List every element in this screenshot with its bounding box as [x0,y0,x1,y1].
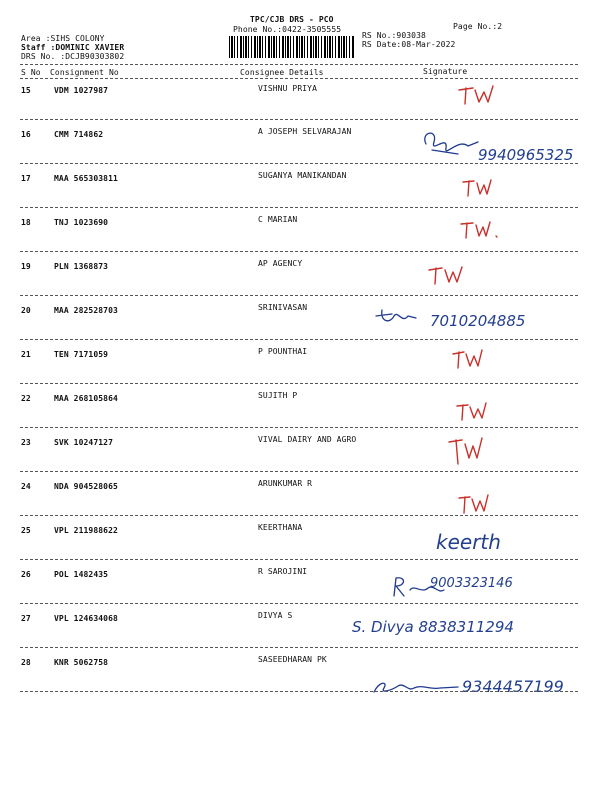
row-divider [20,603,578,604]
row-consignment: VDM 1027987 [54,86,109,95]
row-consignment: MAA 268105864 [54,394,118,403]
row-divider [20,383,578,384]
signature-mark [446,434,490,468]
row-sno: 27 [21,614,31,623]
row-sno: 22 [21,394,31,403]
row-consignment: SVK 10247127 [54,438,113,447]
row-consignee: A JOSEPH SELVARAJAN [258,127,352,136]
row-consignee: SRINIVASAN [258,303,308,312]
row-consignee: VISHNU PRIYA [258,84,317,93]
row-sno: 24 [21,482,31,491]
header-divider [20,64,578,65]
row-sno: 18 [21,218,31,227]
handwritten-phone: 9344457199 [462,677,564,696]
signature-mark [455,82,505,108]
row-consignment: CMM 714862 [54,130,104,139]
row-sno: 23 [21,438,31,447]
signature-mark [450,346,490,372]
row-consignee: SUJITH P [258,391,298,400]
rs-number: RS No.:903038 [362,31,426,40]
column-divider [20,78,578,79]
row-consignment: KNR 5062758 [54,658,109,667]
row-consignment: VPL 124634068 [54,614,118,623]
row-consignee: SUGANYA MANIKANDAN [258,171,347,180]
row-consignee: VIVAL DAIRY AND AGRO [258,435,357,444]
handwritten-phone: 7010204885 [430,312,526,330]
row-divider [20,339,578,340]
row-sno: 20 [21,306,31,315]
signature-scribble [372,306,432,330]
row-consignment: PLN 1368873 [54,262,109,271]
row-sno: 28 [21,658,31,667]
row-divider [20,295,578,296]
row-consignee: AP AGENCY [258,259,303,268]
signature-mark [458,218,502,242]
rs-date: RS Date:08-Mar-2022 [362,40,456,49]
row-divider [20,559,578,560]
row-sno: 19 [21,262,31,271]
drs-number: DRS No. :DCJB90303802 [21,52,125,61]
row-consignment: MAA 565303811 [54,174,118,183]
col-consignment: Consignment No [50,68,119,77]
col-consignee: Consignee Details [240,68,324,77]
row-sno: 21 [21,350,31,359]
row-divider [20,207,578,208]
row-divider [20,471,578,472]
signature-scribble [370,676,462,698]
row-consignment: MAA 282528703 [54,306,118,315]
row-sno: 15 [21,86,31,95]
row-consignee: ARUNKUMAR R [258,479,313,488]
row-divider [20,427,578,428]
row-consignment: POL 1482435 [54,570,109,579]
row-divider [20,647,578,648]
row-consignment: NDA 904528065 [54,482,118,491]
row-divider [20,251,578,252]
document-title: TPC/CJB DRS - PCO [250,15,334,24]
row-consignee: DIVYA S [258,611,293,620]
col-sno: S No [21,68,41,77]
row-consignee: C MARIAN [258,215,298,224]
barcode [229,36,355,58]
row-sno: 25 [21,526,31,535]
signature-mark [454,400,494,424]
row-divider [20,691,578,692]
handwritten-signature: S. Divya 8838311294 [352,618,514,636]
row-sno: 26 [21,570,31,579]
signature-mark [460,176,500,200]
row-consignee: KEERTHANA [258,523,303,532]
row-sno: 16 [21,130,31,139]
row-consignee: P POUNTHAI [258,347,308,356]
page-number: Page No.:2 [453,22,503,31]
row-consignee: R SAROJINI [258,567,308,576]
row-consignment: TNJ 1023690 [54,218,109,227]
row-consignment: VPL 211988622 [54,526,118,535]
row-consignee: SASEEDHARAN PK [258,655,327,664]
row-sno: 17 [21,174,31,183]
staff-label: Staff :DOMINIC XAVIER [21,43,125,52]
handwritten-phone: 9003323146 [430,576,513,591]
handwritten-signature: keerth [436,530,501,554]
col-signature: Signature [423,67,468,76]
signature-mark [426,262,472,288]
area-label: Area :SIHS COLONY [21,34,105,43]
row-divider [20,119,578,120]
phone-number: Phone No.:0422-3505555 [233,25,342,34]
row-consignment: TEN 7171059 [54,350,109,359]
row-divider [20,515,578,516]
handwritten-phone: 9940965325 [478,146,574,164]
row-divider [20,163,578,164]
